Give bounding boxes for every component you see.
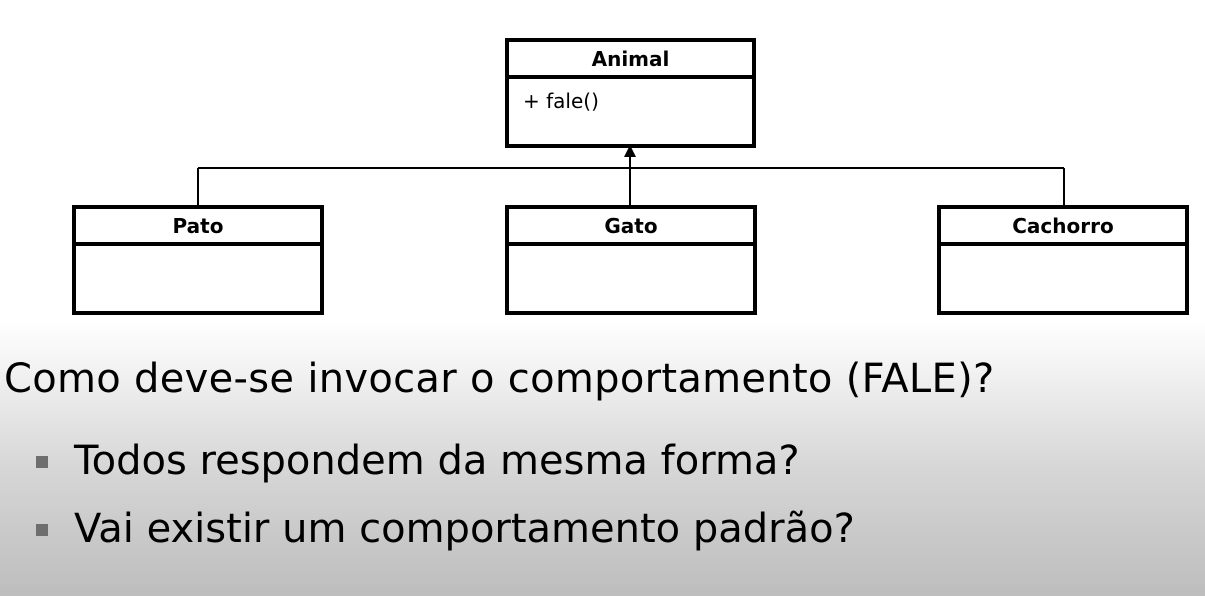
square-bullet-icon — [36, 524, 48, 536]
class-animal — [505, 38, 756, 148]
class-animal-methods — [509, 79, 752, 123]
bullet-item — [32, 432, 855, 500]
bullet-item — [32, 500, 855, 568]
method-fale: + fale() — [523, 89, 599, 113]
class-gato-body — [509, 246, 753, 266]
class-cachorro — [937, 205, 1189, 315]
class-gato — [505, 205, 757, 315]
class-cachorro-body — [941, 246, 1185, 266]
class-pato-body — [76, 246, 320, 266]
bullet-text: Vai existir um comportamento padrão? — [74, 506, 855, 552]
question-text: Como deve-se invocar o comportamento (FALE)? — [4, 356, 995, 402]
class-animal-name: Animal — [509, 42, 752, 79]
bullet-list — [32, 432, 855, 568]
class-gato-name: Gato — [509, 209, 753, 246]
class-pato-name: Pato — [76, 209, 320, 246]
square-bullet-icon — [36, 456, 48, 468]
bullet-text: Todos respondem da mesma forma? — [74, 438, 800, 484]
class-cachorro-name: Cachorro — [941, 209, 1185, 246]
class-pato — [72, 205, 324, 315]
